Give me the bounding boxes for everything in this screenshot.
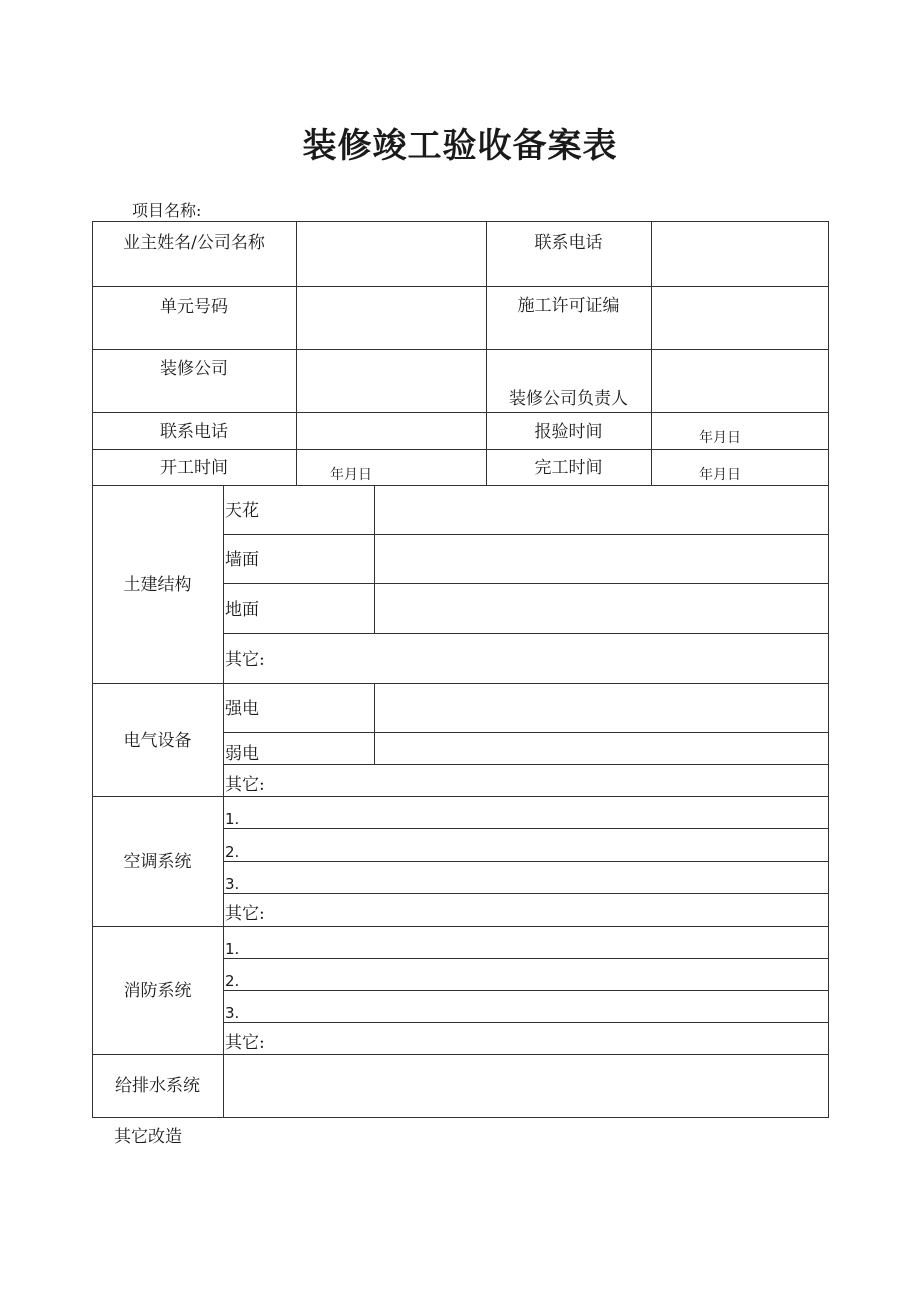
electrical-item-weak: 弱电 (225, 744, 259, 764)
fire-other-label: 其它: (225, 1033, 265, 1053)
permit-number-label: 施工许可证编 (517, 296, 620, 316)
plumbing-label: 给排水系统 (115, 1076, 200, 1096)
fire-item-3: 3. (225, 1004, 240, 1022)
company-manager-label: 装修公司负责人 (509, 389, 628, 409)
fire-item-1: 1. (225, 940, 240, 958)
report-time-value: 年月日 (699, 430, 741, 446)
civil-item-ceiling: 天花 (225, 501, 259, 521)
hvac-other-label: 其它: (225, 904, 265, 924)
contact-phone-label: 联系电话 (160, 422, 228, 442)
page-title: 装修竣工验收备案表 (302, 126, 618, 166)
civil-other-label: 其它: (225, 650, 265, 670)
other-renovation-label: 其它改造 (114, 1127, 182, 1147)
start-time-label: 开工时间 (160, 458, 228, 478)
hvac-item-2: 2. (225, 843, 240, 861)
owner-name-label: 业主姓名/公司名称 (123, 233, 265, 253)
electrical-other-label: 其它: (225, 775, 265, 795)
hvac-item-1: 1. (225, 810, 240, 828)
phone-label: 联系电话 (534, 233, 603, 253)
finish-time-label: 完工时间 (534, 458, 603, 478)
unit-number-label: 单元号码 (160, 297, 228, 317)
civil-item-floor: 地面 (225, 600, 259, 620)
start-time-value: 年月日 (330, 467, 372, 483)
decoration-company-label: 装修公司 (160, 359, 228, 379)
fire-system-label: 消防系统 (123, 981, 192, 1001)
finish-time-value: 年月日 (699, 467, 741, 483)
fire-item-2: 2. (225, 972, 240, 990)
civil-item-wall: 墙面 (225, 550, 259, 570)
hvac-label: 空调系统 (123, 852, 192, 872)
project-name-label: 项目名称: (132, 201, 202, 220)
electrical-label: 电气设备 (123, 731, 192, 751)
hvac-item-3: 3. (225, 875, 240, 893)
electrical-item-strong: 强电 (225, 699, 259, 719)
civil-structure-label: 土建结构 (123, 575, 192, 595)
report-time-label: 报验时间 (534, 422, 603, 442)
